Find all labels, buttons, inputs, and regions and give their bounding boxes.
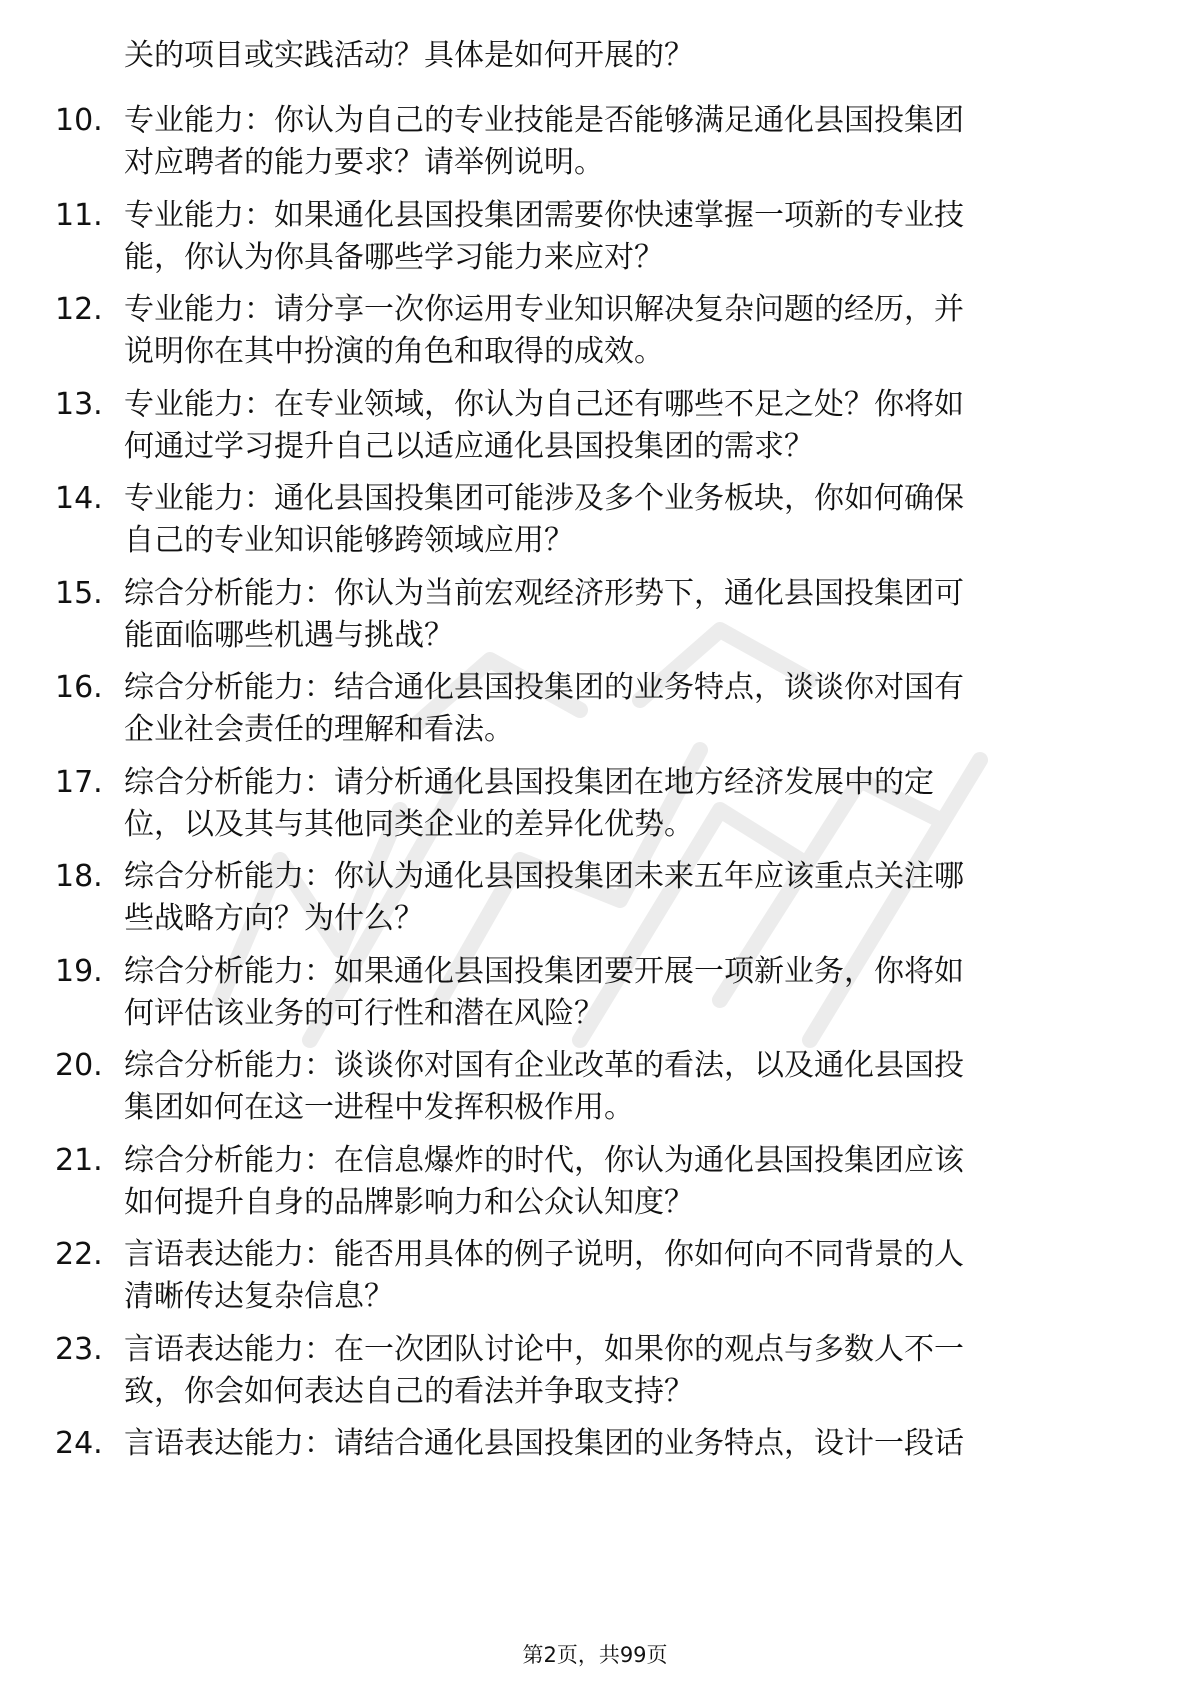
item-text-line: 专业能力：请分享一次你运用专业知识解决复杂问题的经历，并 <box>124 292 964 327</box>
item-number: 23. <box>55 1332 103 1367</box>
item-text-line: 综合分析能力：在信息爆炸的时代，你认为通化县国投集团应该 <box>124 1143 964 1178</box>
item-text-line: 专业能力：在专业领域，你认为自己还有哪些不足之处？你将如 <box>124 387 964 422</box>
item-text-line: 言语表达能力：能否用具体的例子说明，你如何向不同背景的人 <box>124 1237 964 1272</box>
item-text-line: 综合分析能力：你认为当前宏观经济形势下，通化县国投集团可 <box>124 576 964 611</box>
item-text-line: 言语表达能力：请结合通化县国投集团的业务特点，设计一段话 <box>124 1426 964 1461</box>
item-text-line: 综合分析能力：如果通化县国投集团要开展一项新业务，你将如 <box>124 954 964 989</box>
item-text-line: 言语表达能力：在一次团队讨论中，如果你的观点与多数人不一 <box>124 1332 964 1367</box>
item-text-line: 清晰传达复杂信息？ <box>124 1279 394 1314</box>
item-text-line: 专业能力：你认为自己的专业技能是否能够满足通化县国投集团 <box>124 103 964 138</box>
item-number: 19. <box>55 954 103 989</box>
item-text-line: 集团如何在这一进程中发挥积极作用。 <box>124 1090 634 1125</box>
item-text-line: 些战略方向？为什么？ <box>124 901 424 936</box>
item-text-line: 如何提升自身的品牌影响力和公众认知度？ <box>124 1185 694 1220</box>
item-text-line: 对应聘者的能力要求？请举例说明。 <box>124 145 604 180</box>
item-text-line: 专业能力：通化县国投集团可能涉及多个业务板块，你如何确保 <box>124 481 964 516</box>
item-text-line: 综合分析能力：你认为通化县国投集团未来五年应该重点关注哪 <box>124 859 964 894</box>
item-number: 12. <box>55 292 103 327</box>
item-text-line: 何评估该业务的可行性和潜在风险？ <box>124 996 604 1031</box>
item-number: 20. <box>55 1048 103 1083</box>
item-text-line: 自己的专业知识能够跨领域应用？ <box>124 523 574 558</box>
item-text-line: 专业能力：如果通化县国投集团需要你快速掌握一项新的专业技 <box>124 198 964 233</box>
item-text-line: 位，以及其与其他同类企业的差异化优势。 <box>124 807 694 842</box>
item-number: 17. <box>55 765 103 800</box>
item-text-line: 能，你认为你具备哪些学习能力来应对？ <box>124 240 664 275</box>
page-footer: 第2页，共99页 <box>522 1643 668 1667</box>
item-number: 14. <box>55 481 103 516</box>
item-number: 11. <box>55 198 103 233</box>
item-number: 21. <box>55 1143 103 1178</box>
item-number: 15. <box>55 576 103 611</box>
item-text-line: 企业社会责任的理解和看法。 <box>124 712 514 747</box>
item-number: 16. <box>55 670 103 705</box>
item-number: 18. <box>55 859 103 894</box>
item-number: 13. <box>55 387 103 422</box>
item-text-line: 说明你在其中扮演的角色和取得的成效。 <box>124 334 664 369</box>
item-text-line: 综合分析能力：结合通化县国投集团的业务特点，谈谈你对国有 <box>124 670 964 705</box>
item-text-line: 综合分析能力：请分析通化县国投集团在地方经济发展中的定 <box>124 765 934 800</box>
item-text-line: 致，你会如何表达自己的看法并争取支持？ <box>124 1374 694 1409</box>
intro-line: 关的项目或实践活动？具体是如何开展的？ <box>124 38 694 73</box>
item-text-line: 能面临哪些机遇与挑战？ <box>124 618 454 653</box>
item-number: 22. <box>55 1237 103 1272</box>
item-text-line: 综合分析能力：谈谈你对国有企业改革的看法，以及通化县国投 <box>124 1048 964 1083</box>
item-text-line: 何通过学习提升自己以适应通化县国投集团的需求？ <box>124 429 814 464</box>
item-number: 10. <box>55 103 103 138</box>
item-number: 24. <box>55 1426 103 1461</box>
